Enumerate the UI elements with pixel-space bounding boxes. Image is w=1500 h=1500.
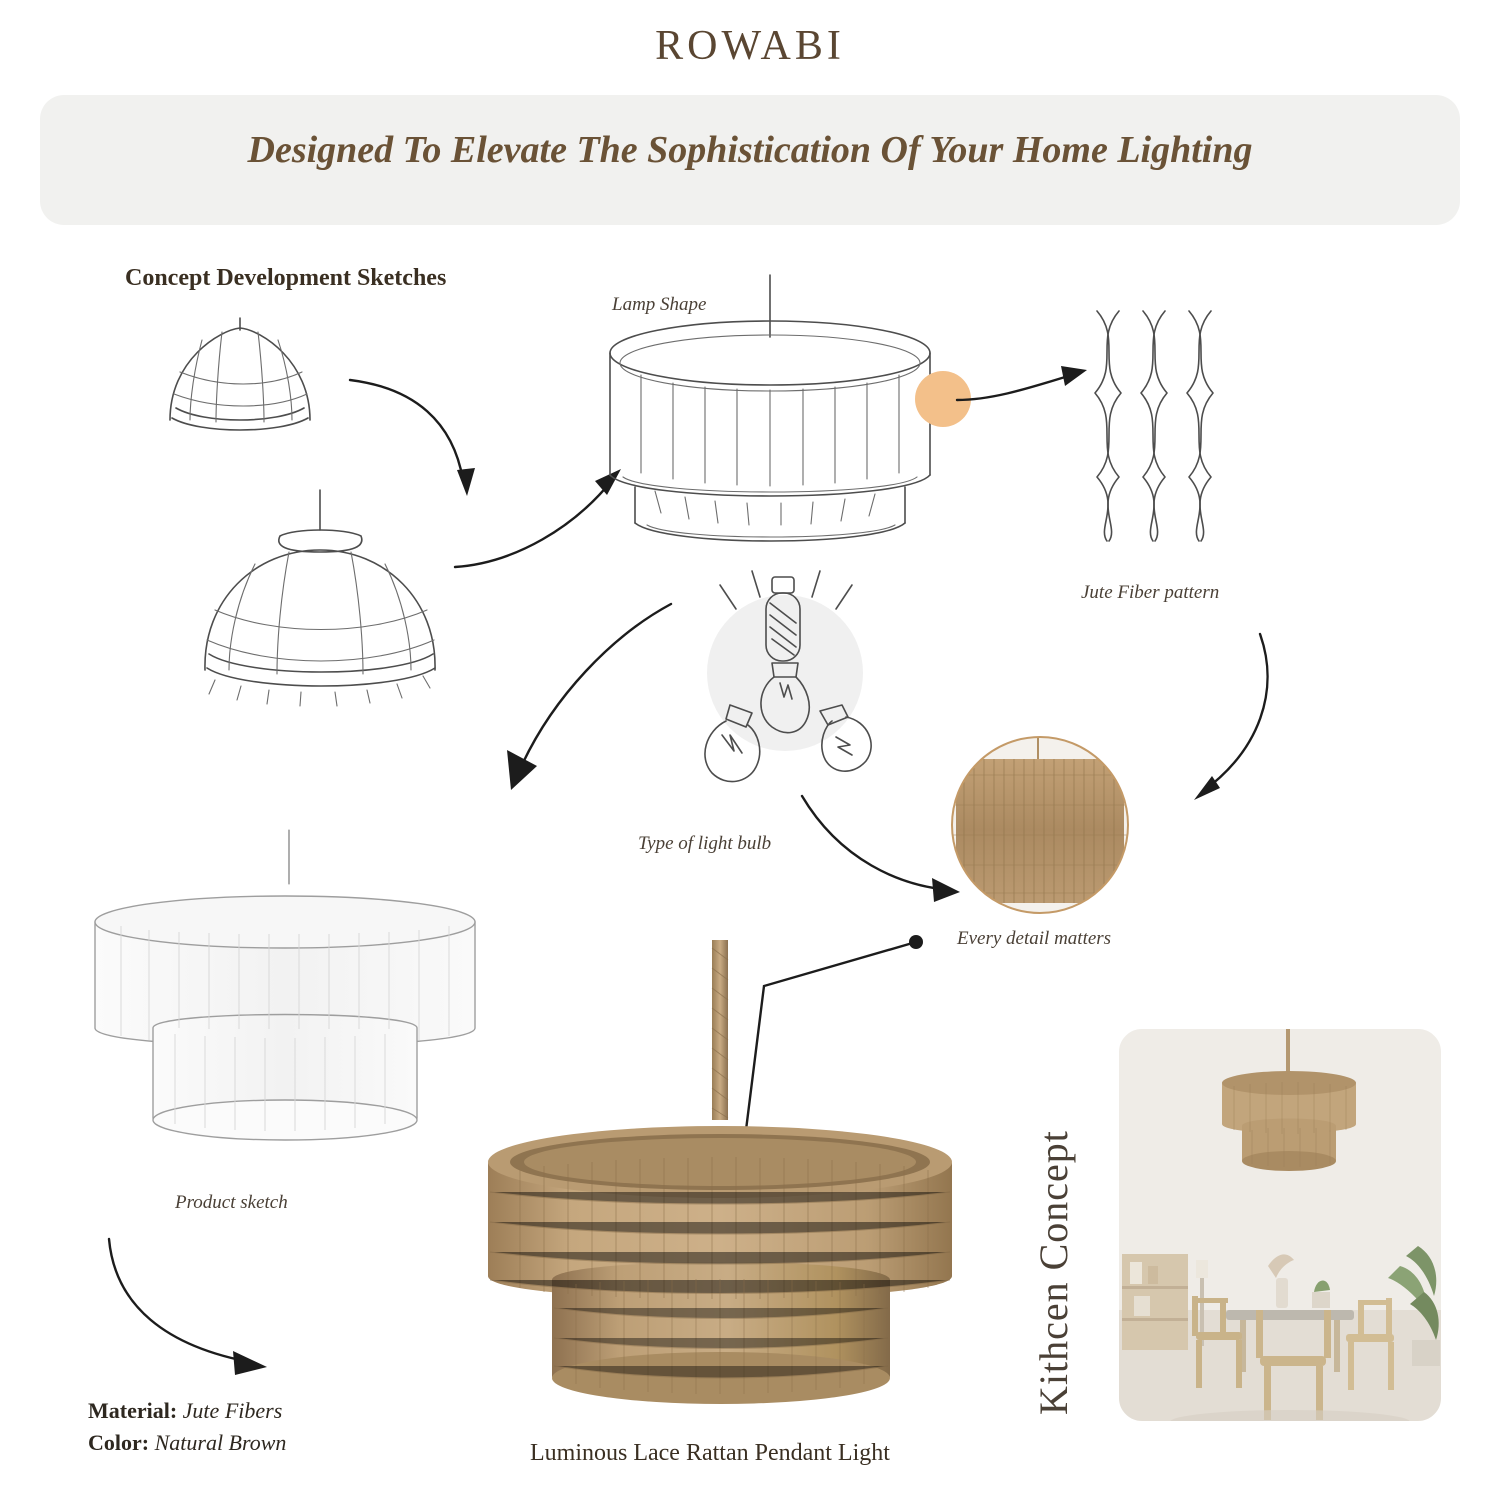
page-title: Designed To Elevate The Sophistication Of Your Home Lighting bbox=[247, 129, 1253, 171]
sketch-product-outline bbox=[75, 830, 515, 1170]
brand-logo bbox=[0, 22, 1500, 70]
color-value: Natural Brown bbox=[154, 1430, 287, 1455]
concept-sketches-title: Concept Development Sketches bbox=[125, 265, 447, 291]
arrow-sketch-to-material bbox=[105, 1235, 285, 1380]
detail-matters-label: Every detail matters bbox=[957, 928, 1112, 949]
sketch-dome-small bbox=[150, 310, 330, 450]
material-spec bbox=[88, 1398, 282, 1424]
product-sketch-label: Product sketch bbox=[175, 1192, 288, 1213]
color-label: Color: bbox=[88, 1430, 150, 1455]
product-photo bbox=[460, 940, 980, 1420]
material-label: Material: bbox=[88, 1398, 178, 1423]
light-bulb-label: Type of light bulb bbox=[638, 833, 772, 854]
arrow-lampshape-to-jute bbox=[955, 352, 1100, 412]
brand-logo-text: ROWABI bbox=[655, 23, 845, 69]
sketch-lamp-shape bbox=[595, 275, 965, 550]
arrow-to-product-sketch bbox=[495, 600, 675, 800]
kitchen-concept-label: Kithcen Concept bbox=[1031, 1130, 1076, 1415]
jute-fiber-label: Jute Fiber pattern bbox=[1081, 582, 1220, 603]
detail-photo-circle bbox=[950, 735, 1130, 915]
product-caption: Luminous Lace Rattan Pendant Light bbox=[530, 1440, 890, 1466]
sketch-light-bulbs bbox=[660, 565, 910, 815]
color-spec bbox=[88, 1430, 286, 1456]
material-value: Jute Fibers bbox=[182, 1398, 283, 1423]
lamp-shape-label: Lamp Shape bbox=[612, 294, 707, 315]
arrow-bulbs-to-detail bbox=[800, 790, 970, 910]
sketch-jute-fiber bbox=[1085, 305, 1215, 545]
kitchen-concept-photo bbox=[1100, 1010, 1460, 1440]
arrow-jute-to-detail bbox=[1150, 630, 1280, 810]
